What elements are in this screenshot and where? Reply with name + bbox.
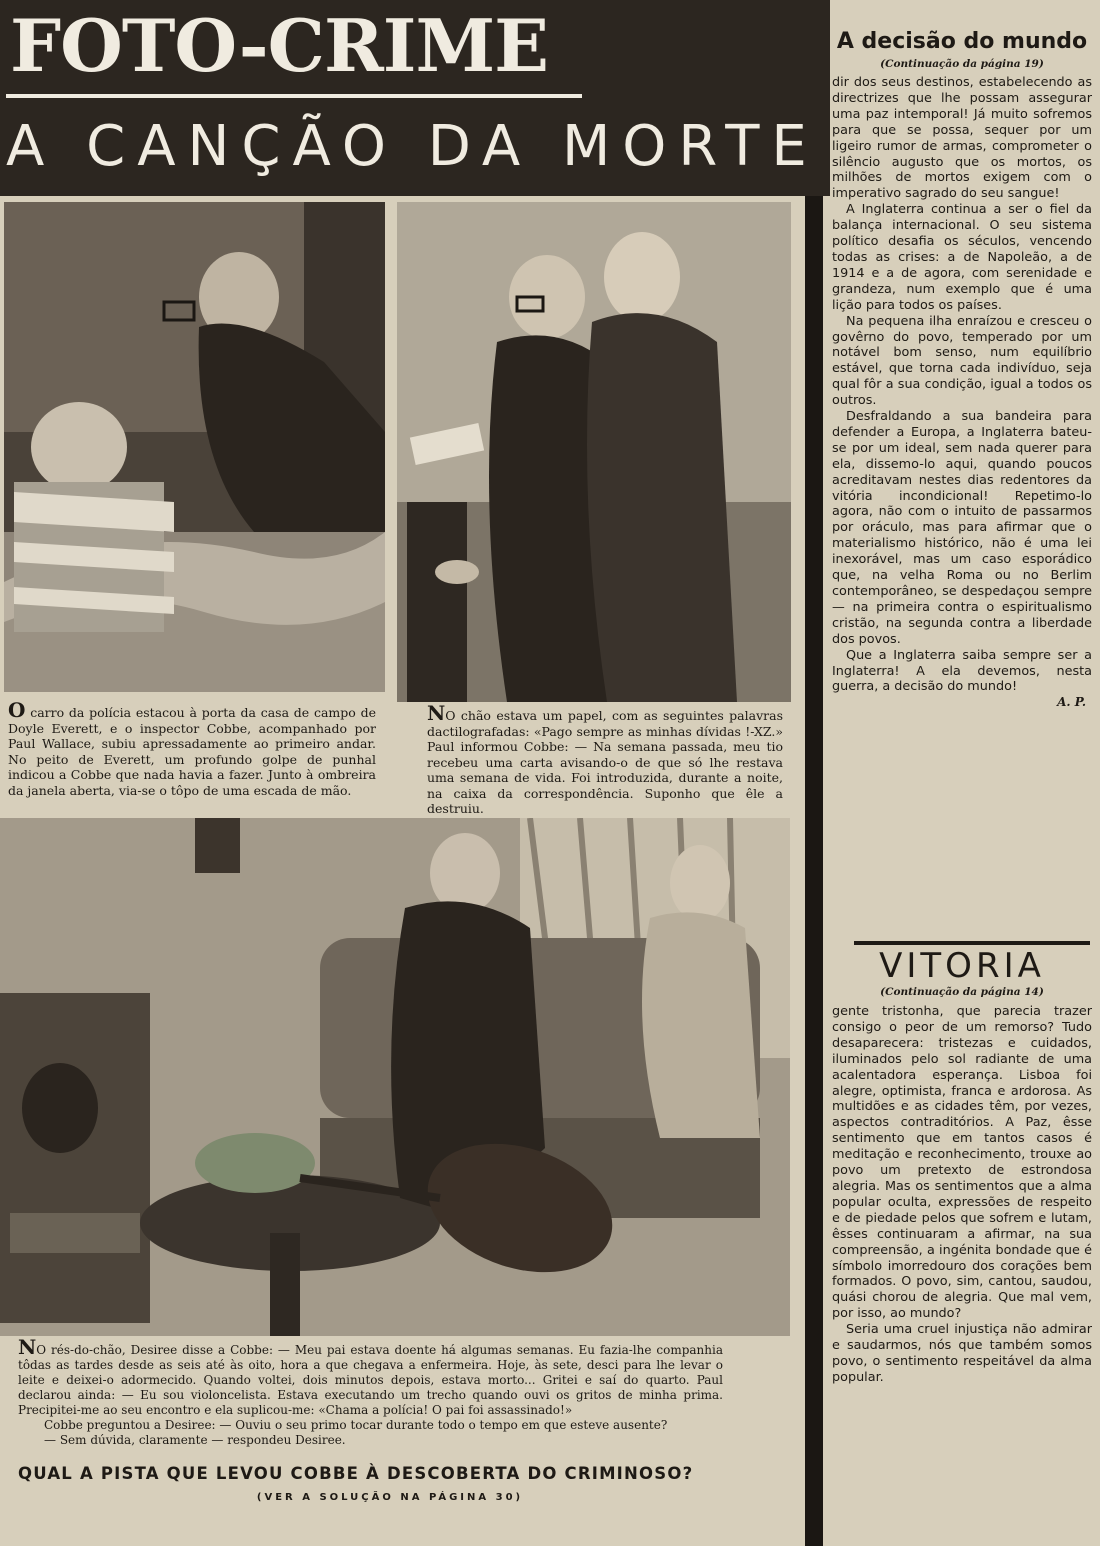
story-initial: N (18, 1335, 37, 1359)
article-continuation: (Continuação da página 14) (880, 986, 1044, 998)
article-body (832, 1004, 1092, 1386)
page-title: FOTO-CRIME (10, 3, 549, 88)
article-paragraph: Seria uma cruel injustiça não admirar e saudarmos, nós que também somos povo, o sentimento respeitável da alma popular. (832, 1322, 1092, 1385)
article-title: A decisão do mundo (836, 29, 1088, 54)
photo-two-men (397, 202, 791, 702)
caption-initial: N (427, 701, 446, 725)
article-signature: A. P. (1057, 695, 1086, 710)
article-paragraph: dir dos seus destinos, estabelecendo as directrizes que lhe possam assegurar uma paz intemporal! Já muito sofremos para que se possa, sequer por um ligeiro rumor de armas, comprometer o silêncio augusto que os mortos, os milhões de mortos exigem com o imperativo sagrado do seu sangue! (832, 75, 1092, 202)
article-paragraph: A Inglaterra continua a ser o fiel da balança internacional. O seu sistema político desafia os séculos, vencendo todas as crises: a de Napoleão, a de 1914 e a de agora, com serenidade e grandeza, num exemplo que é uma lição para todos os países. (832, 202, 1092, 313)
bedroom-scene-icon (4, 202, 385, 692)
photo-living-room (0, 818, 790, 1336)
story-paragraph: Cobbe preguntou a Desiree: — Ouviu o seu primo tocar durante todo o tempo em que esteve ausente? (44, 1418, 668, 1432)
page-subtitle: A CANÇÃO DA MORTE (6, 114, 819, 179)
puzzle-question: QUAL A PISTA QUE LEVOU COBBE À DESCOBERTA DO CRIMINOSO? (18, 1464, 694, 1483)
caption-two-men (427, 701, 783, 817)
two-men-reading-icon (397, 202, 791, 702)
title-underline (6, 94, 582, 98)
caption-bedroom (8, 698, 376, 798)
masthead (0, 0, 830, 196)
living-room-cello-icon (0, 818, 790, 1336)
article-decisao (832, 28, 1092, 709)
caption-text: carro da polícia estacou à porta da casa de campo de Doyle Everett, e o inspector Cobbe, acompanhado por Paul Wallace, subiu apressadamente ao primeiro andar. No peito de Everett, um profundo golpe de punhal indicou a Cobbe que nada havia a fazer. Junto à ombreira da janela aberta, via-se o tôpo de uma escada de mão. (8, 705, 376, 798)
article-paragraph: gente tristonha, que parecia trazer consigo o peor de um remorso? Tudo desaparecera: tristezas e cuidados, iluminados pelo sol radiante de uma acalentadora esperança. Lisboa foi alegre, optimista, franca e ardorosa. As multidões e as cidades têm, por vezes, aspectos contraditórios. A Paz, êsse sentimento que em tantos casos é meditação e reconhecimento, trouxe ao povo um pretexto de estrondosa alegria. Mas os sentimentos que a alma popular oculta, expressões de respeito e de piedade pelos que sofrem e lutam, êsses continuaram a afirmar, na sua compreensão, a ingénita bondade que é símbolo imorredouro dos corações bem formados. O povo, sim, cantou, saudou, quási chorou de alegria. Que mal vem, por isso, ao mundo? (832, 1004, 1092, 1322)
caption-text: O chão estava um papel, com as seguintes palavras dactilografadas: «Pago sempre as minhas dívidas !-XZ.» Paul informou Cobbe: — Na semana passada, meu tio recebeu uma carta avisando-o de que só lhe restava uma semana de vida. Foi introduzida, durante a noite, na caixa da correspondência. Suponho que êle a destruiu. (427, 708, 783, 816)
article-paragraph: Que a Inglaterra saiba sempre ser a Inglaterra! A ela devemos, nesta guerra, a decisão do mundo! (832, 647, 1092, 695)
story-paragraph: O rés-do-chão, Desiree disse a Cobbe: — Meu pai estava doente há algumas semanas. Eu fazia-lhe companhia tôdas as tardes desde as seis até às oito, hora a que chegava a enfermeira. Hoje, às sete, desci para lhe levar o leite e deixei-o adormecido. Quando voltei, dois minutos depois, estava morto... Gritei e saí do quarto. Paul declarou ainda: — Eu sou violoncelista. Estava executando um trecho quando ouvi os gritos de minha prima. Precipitei-me ao seu encontro e ela suplicou-me: «Chama a polícia! O pai foi assassinado!» (18, 1343, 723, 1417)
solution-reference: (VER A SOLUÇÃO NA PÁGINA 30) (256, 1492, 524, 1503)
article-title: VITORIA (879, 946, 1045, 986)
article-body (832, 75, 1092, 695)
story-text (18, 1335, 723, 1448)
article-paragraph: Desfraldando a sua bandeira para defender a Europa, a Inglaterra bateu-se por um ideal, sem nada querer para ela, dissemo-lo aqui, quando poucos acreditavam nestes dias redentores da vitória incondicional! Repetimo-lo agora, não com o intuito de passarmos por oráculo, mas para afirmar que o materialismo histórico, não é uma lei inexorável, mas um caso esporádico que, na velha Roma ou no Berlim contemporâneo, se despedaçou sempre — na primeira contra o espiritualismo cristão, na segunda contra a liberdade dos povos. (832, 409, 1092, 647)
article-vitoria (832, 946, 1092, 1386)
article-continuation: (Continuação da página 19) (880, 58, 1044, 70)
story-paragraph: — Sem dúvida, claramente — respondeu Desiree. (44, 1433, 346, 1447)
section-rule (854, 941, 1090, 945)
caption-initial: O (8, 698, 26, 722)
article-paragraph: Na pequena ilha enraízou e cresceu o govêrno do povo, temperado por um notável bom senso, num equilíbrio estável, que torna cada indivíduo, seja qual fôr a sua condição, igual a todos os outros. (832, 313, 1092, 409)
photo-bedroom (4, 202, 385, 692)
column-divider (805, 196, 823, 1546)
